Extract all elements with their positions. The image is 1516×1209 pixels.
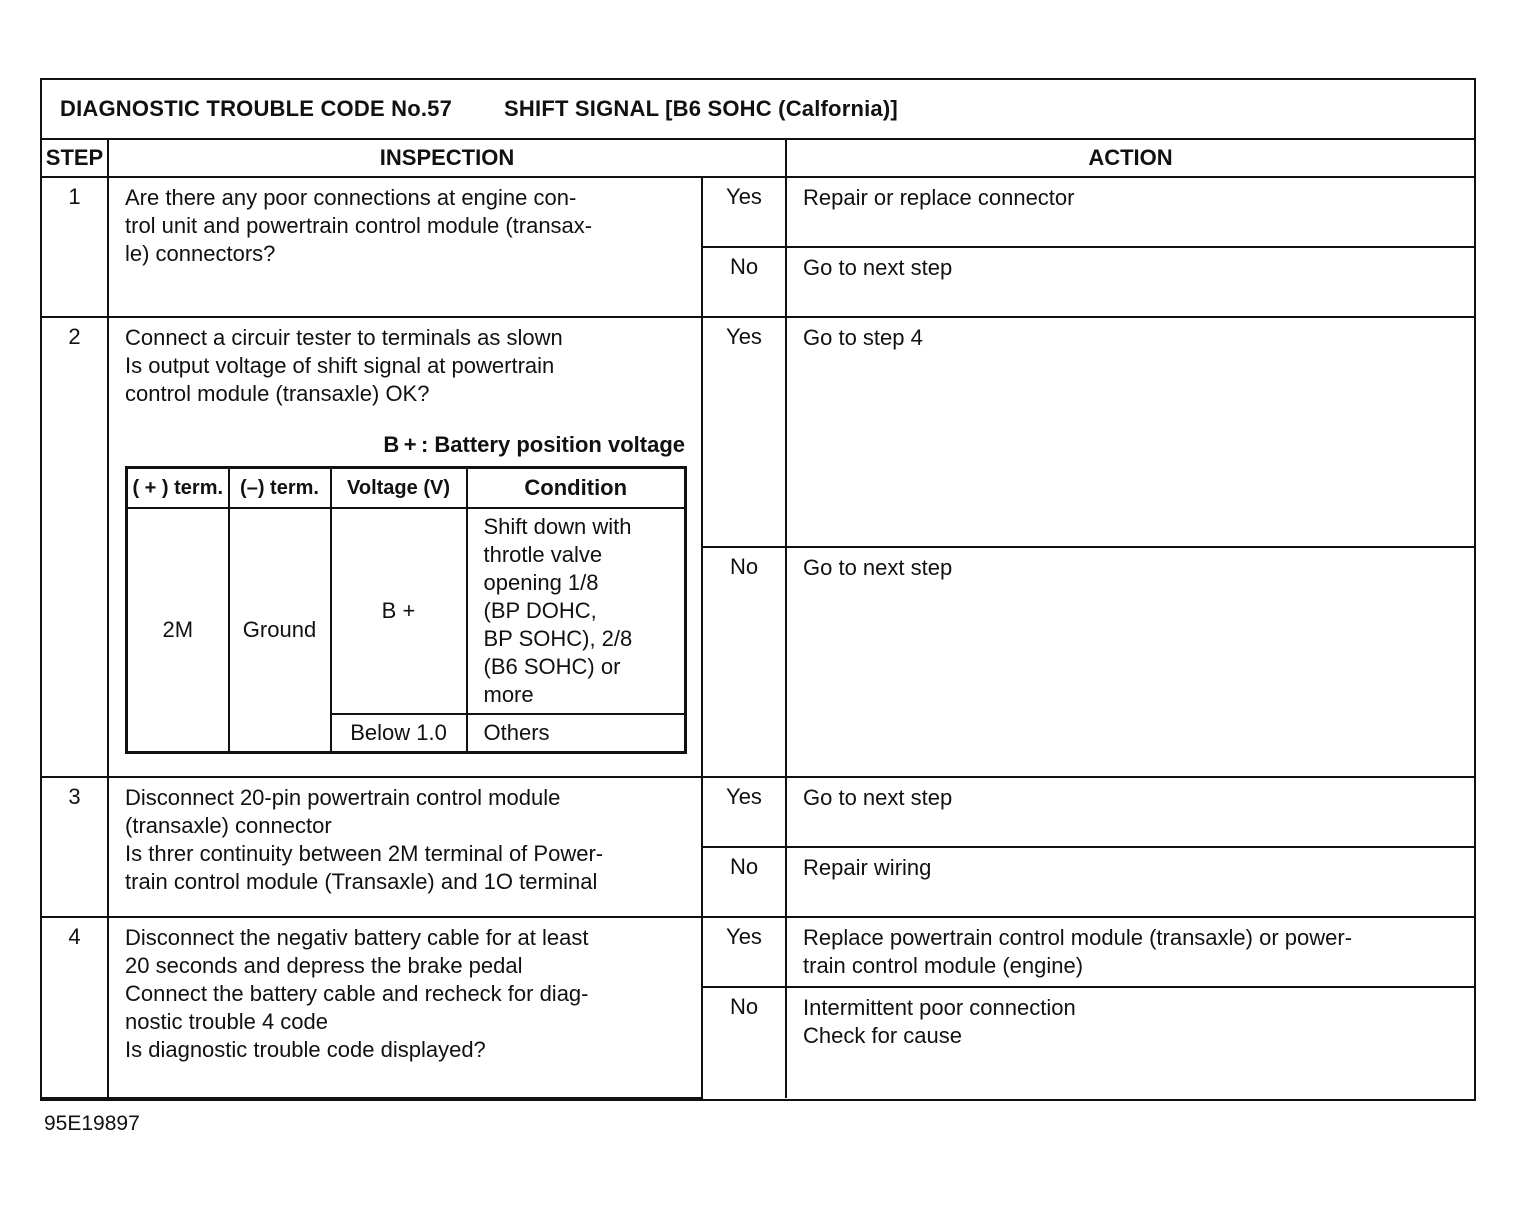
step-row [42, 917, 1474, 987]
action-line: Go to next step [803, 555, 953, 580]
no-action [786, 847, 1474, 917]
inspection-line: le) connectors? [125, 241, 276, 266]
condition-line: (BP DOHC, [483, 598, 597, 623]
inspection-line: train control module (Transaxle) and 1O terminal [125, 869, 598, 894]
condition-line: Shift down with [483, 514, 632, 539]
chart-title [42, 80, 1474, 140]
action-line: Repair or replace connector [803, 185, 1075, 210]
plus-term-header: ( + ) term. [127, 468, 229, 509]
action-line: Replace powertrain control module (transaxle) or power- [803, 925, 1353, 950]
inspection-line: 20 seconds and depress the brake pedal [125, 953, 523, 978]
no-label: No [702, 547, 786, 777]
yes-action [786, 317, 1474, 547]
no-action [786, 987, 1474, 1098]
voltage-header: Voltage (V) [331, 468, 467, 509]
inspection-line: Connect a circuir tester to terminals as slown [125, 325, 563, 350]
action-line: Go to next step [803, 255, 953, 280]
shift-signal-title: SHIFT SIGNAL [B6 SOHC (Calfornia)] [504, 96, 898, 121]
yes-label: Yes [702, 777, 786, 847]
step-number: 4 [42, 917, 108, 1098]
figure-id: 95E19897 [44, 1112, 140, 1135]
inspection-line: trol unit and powertrain control module (transax- [125, 213, 593, 238]
step-inspection [108, 317, 702, 777]
header-row [42, 140, 1474, 177]
condition-line: throtle valve [483, 542, 603, 567]
action-header: ACTION [786, 140, 1474, 177]
yes-label: Yes [702, 177, 786, 247]
action-line: Repair wiring [803, 855, 932, 880]
no-action [786, 247, 1474, 317]
inspection-line: Is output voltage of shift signal at powertrain [125, 353, 555, 378]
no-label: No [702, 987, 786, 1098]
condition-line: opening 1/8 [483, 570, 599, 595]
inspection-line: Is diagnostic trouble code displayed? [125, 1037, 486, 1062]
condition-line: Others [483, 720, 550, 745]
action-line: Go to next step [803, 785, 953, 810]
inspection-line: nostic trouble 4 code [125, 1009, 329, 1034]
step-row [42, 777, 1474, 847]
minus-term-header: (–) term. [229, 468, 331, 509]
inspection-line: Disconnect 20-pin powertrain control module [125, 785, 561, 810]
yes-label: Yes [702, 917, 786, 987]
step-inspection [108, 917, 702, 1098]
condition-header: Condition [467, 468, 686, 509]
inspection-line: Is threr continuity between 2M terminal of Power- [125, 841, 604, 866]
inspection-line: control module (transaxle) OK? [125, 381, 430, 406]
condition-value [467, 714, 686, 753]
step-number: 3 [42, 777, 108, 917]
yes-label: Yes [702, 317, 786, 547]
inspection-header: INSPECTION [108, 140, 786, 177]
no-label: No [702, 847, 786, 917]
yes-action [786, 917, 1474, 987]
inspection-line: Are there any poor connections at engine con- [125, 185, 577, 210]
condition-line: (B6 SOHC) or [483, 654, 621, 679]
no-label: No [702, 247, 786, 317]
yes-action [786, 777, 1474, 847]
step-number: 1 [42, 177, 108, 317]
step-inspection [108, 777, 702, 917]
yes-action [786, 177, 1474, 247]
trouble-code-title: DIAGNOSTIC TROUBLE CODE No.57 [60, 96, 453, 121]
terminal-voltage-table [125, 466, 687, 754]
minus-term-value: Ground [229, 508, 331, 753]
step-header: STEP [42, 140, 108, 177]
step-inspection [108, 177, 702, 317]
action-line: Check for cause [803, 1023, 962, 1048]
action-line: train control module (engine) [803, 953, 1084, 978]
terminal-table-header [127, 468, 686, 509]
voltage-value: B + [331, 508, 467, 714]
inspection-line: (transaxle) connector [125, 813, 332, 838]
battery-voltage-note: B + : Battery position voltage [383, 432, 685, 457]
diagnostic-table [42, 140, 1474, 1099]
step-row [42, 177, 1474, 247]
no-action [786, 547, 1474, 777]
action-line: Go to step 4 [803, 325, 923, 350]
condition-line: BP SOHC), 2/8 [483, 626, 633, 651]
inspection-line: Disconnect the negativ battery cable for at least [125, 925, 589, 950]
step-number: 2 [42, 317, 108, 777]
inspection-line: Connect the battery cable and recheck for diag- [125, 981, 589, 1006]
condition-line: more [483, 682, 534, 707]
step-row [42, 317, 1474, 547]
voltage-value: Below 1.0 [331, 714, 467, 753]
terminal-table-row [127, 508, 686, 714]
diagnostic-chart [40, 78, 1476, 1101]
action-line: Intermittent poor connection [803, 995, 1076, 1020]
plus-term-value: 2M [127, 508, 229, 753]
condition-value [467, 508, 686, 714]
